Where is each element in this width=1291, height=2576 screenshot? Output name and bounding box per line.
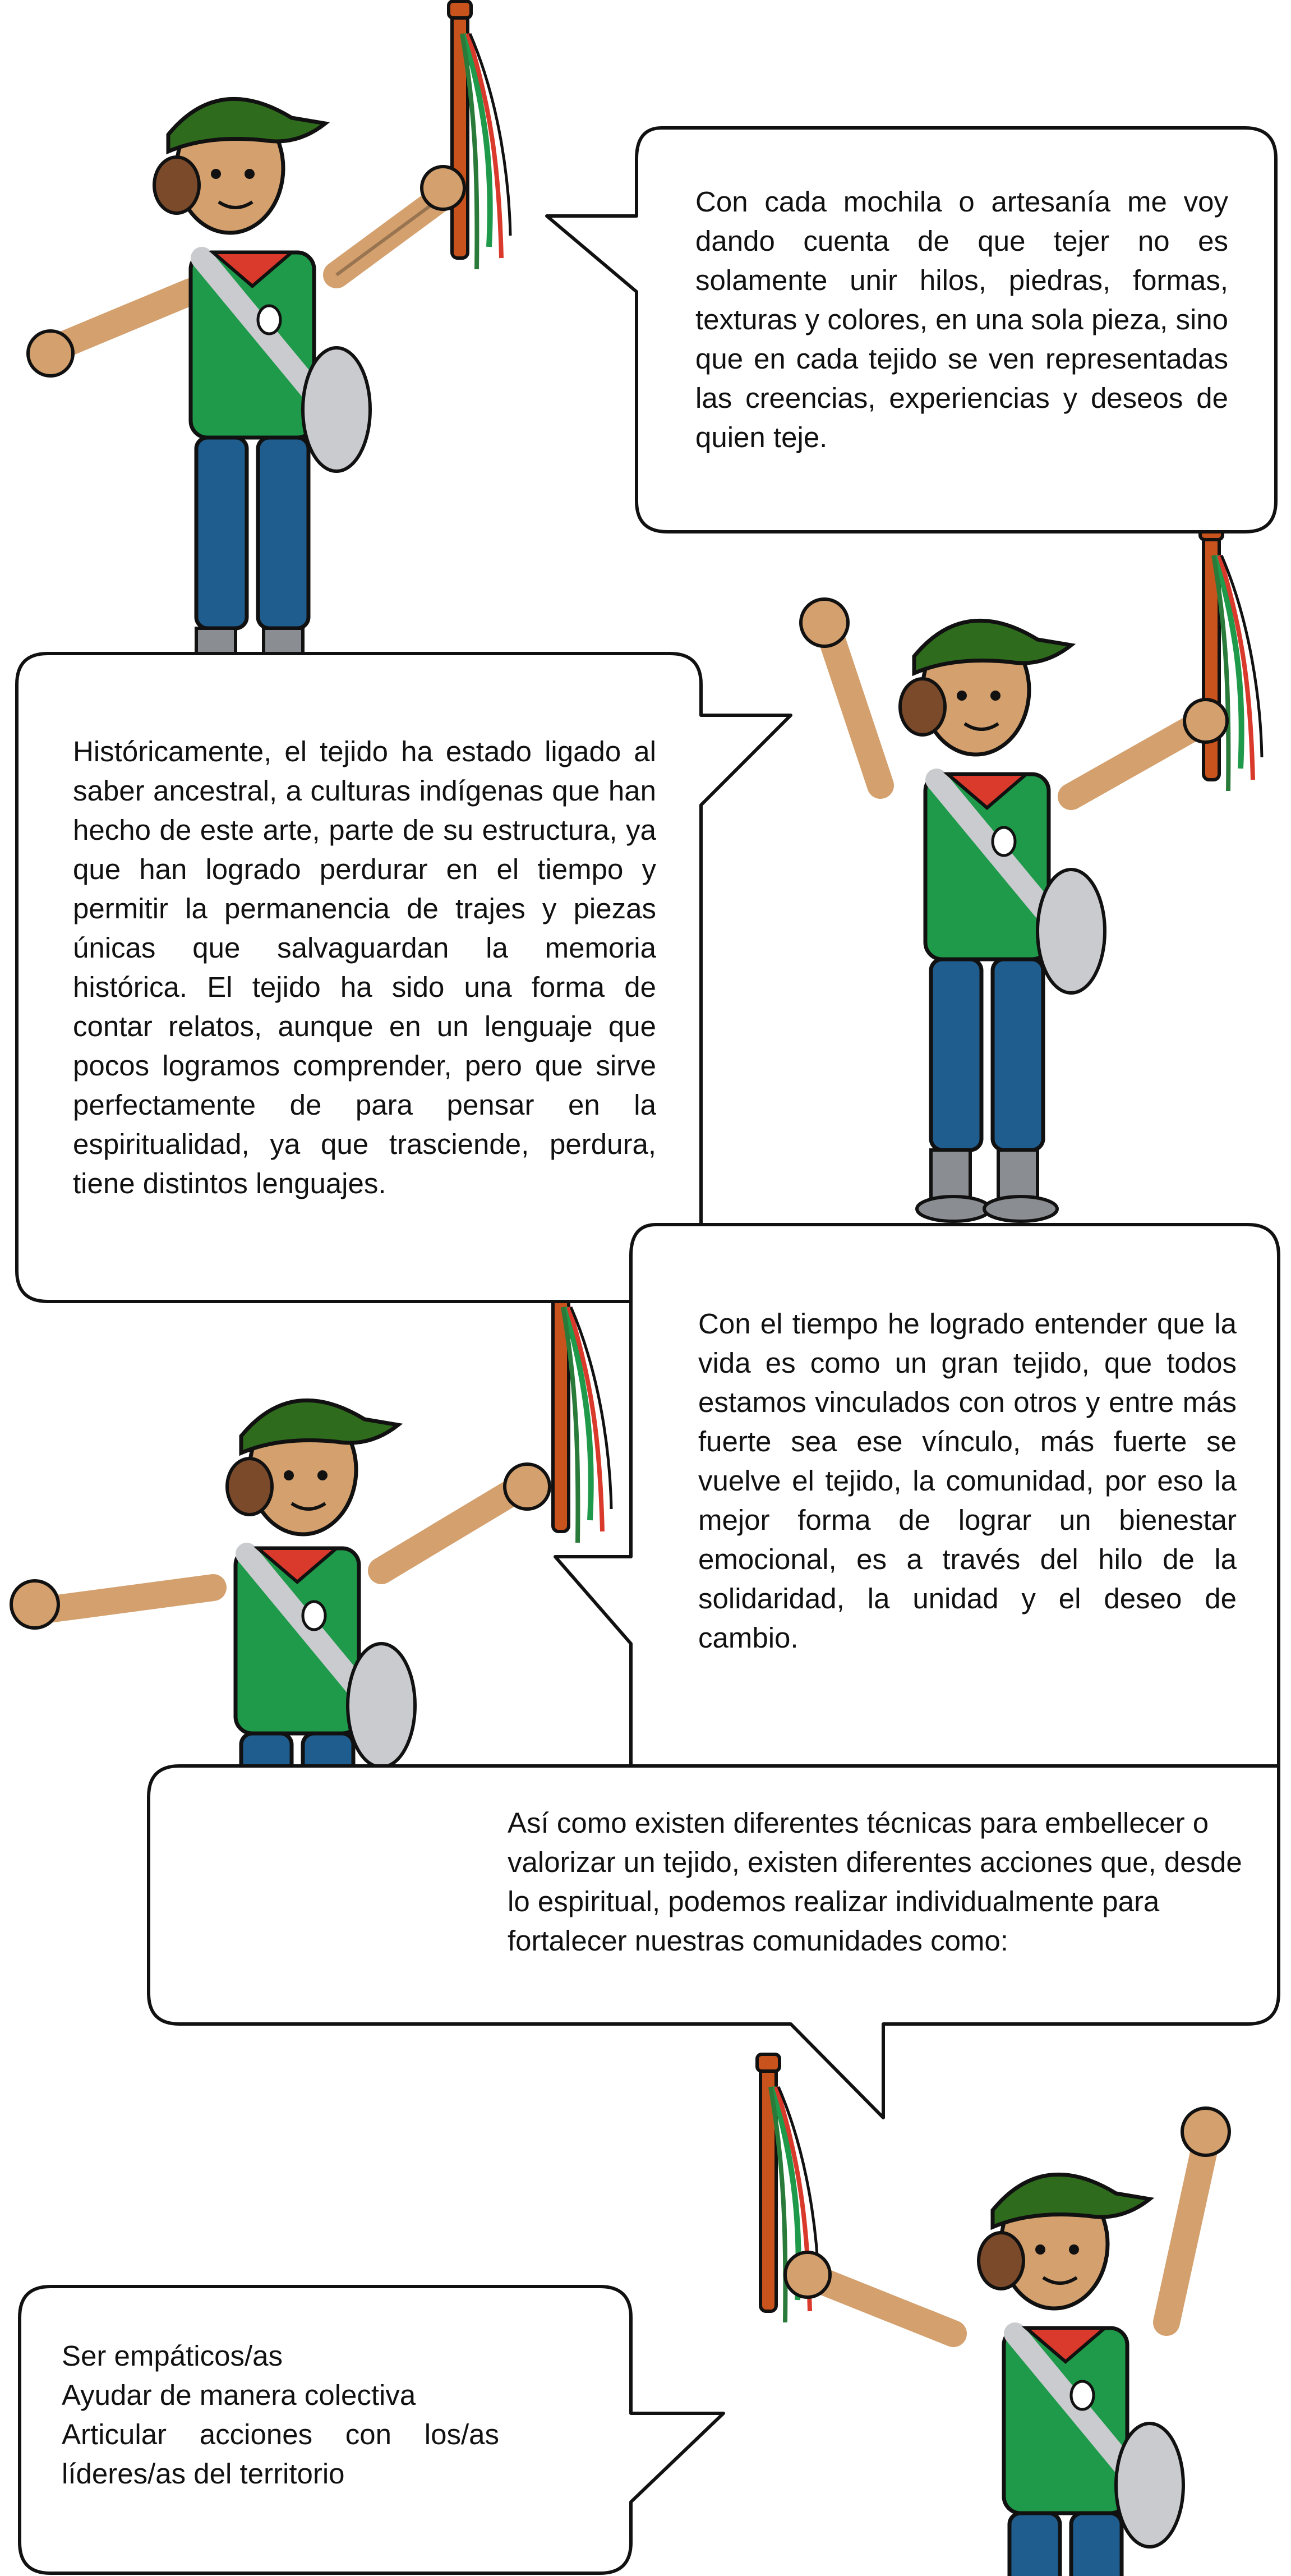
bubble-5-list: [62, 2336, 499, 2494]
bubble-3-text: Con el tiempo he logrado entender que la vida es como un gran tejido, que todos estamos vinculados con otros y entre más fuerte sea ese vínculo, más fuerte se vuelve el tejido, la comunidad, por eso la mejor forma de lograr un bienestar emocional, es a través del hilo de la solidaridad, la unidad y el deseo de cambio.: [698, 1308, 1237, 1654]
bubble-1-text: Con cada mochila o artesanía me voy dando cuenta de que tejer no es solamente unir hilos, piedras, formas, texturas y colores, en una sola pieza, sino que en cada tejido se ven representadas las creencias, experiencias y deseos de quien teje.: [695, 186, 1228, 453]
bubble-2-text: Históricamente, el tejido ha estado ligado al saber ancestral, a culturas indígenas que han hecho de este arte, parte de su estructura, ya que han logrado perdurar en el tiempo y permitir la permanencia de trajes y piezas únicas que salvaguardan la memoria histórica. El tejido ha sido una forma de contar relatos, aunque en un lenguaje que pocos logramos comprender, pero que sirve perfectamente de para pensar en la espiritualidad, ya que trasciende, perdura, tiene distintos lenguajes.: [73, 735, 656, 1199]
list-item: Articular acciones con los/as líderes/as del territorio: [62, 2418, 499, 2490]
list-item: Ayudar de manera colectiva: [62, 2379, 416, 2411]
bubble-4-text: Así como existen diferentes técnicas para embellecer o valorizar un tejido, existen diferentes acciones que, desde lo espiritual, podemos realizar individualmente para fortalecer nuestras comunidades como:: [508, 1807, 1242, 1957]
list-item: Ser empáticos/as: [62, 2340, 283, 2372]
